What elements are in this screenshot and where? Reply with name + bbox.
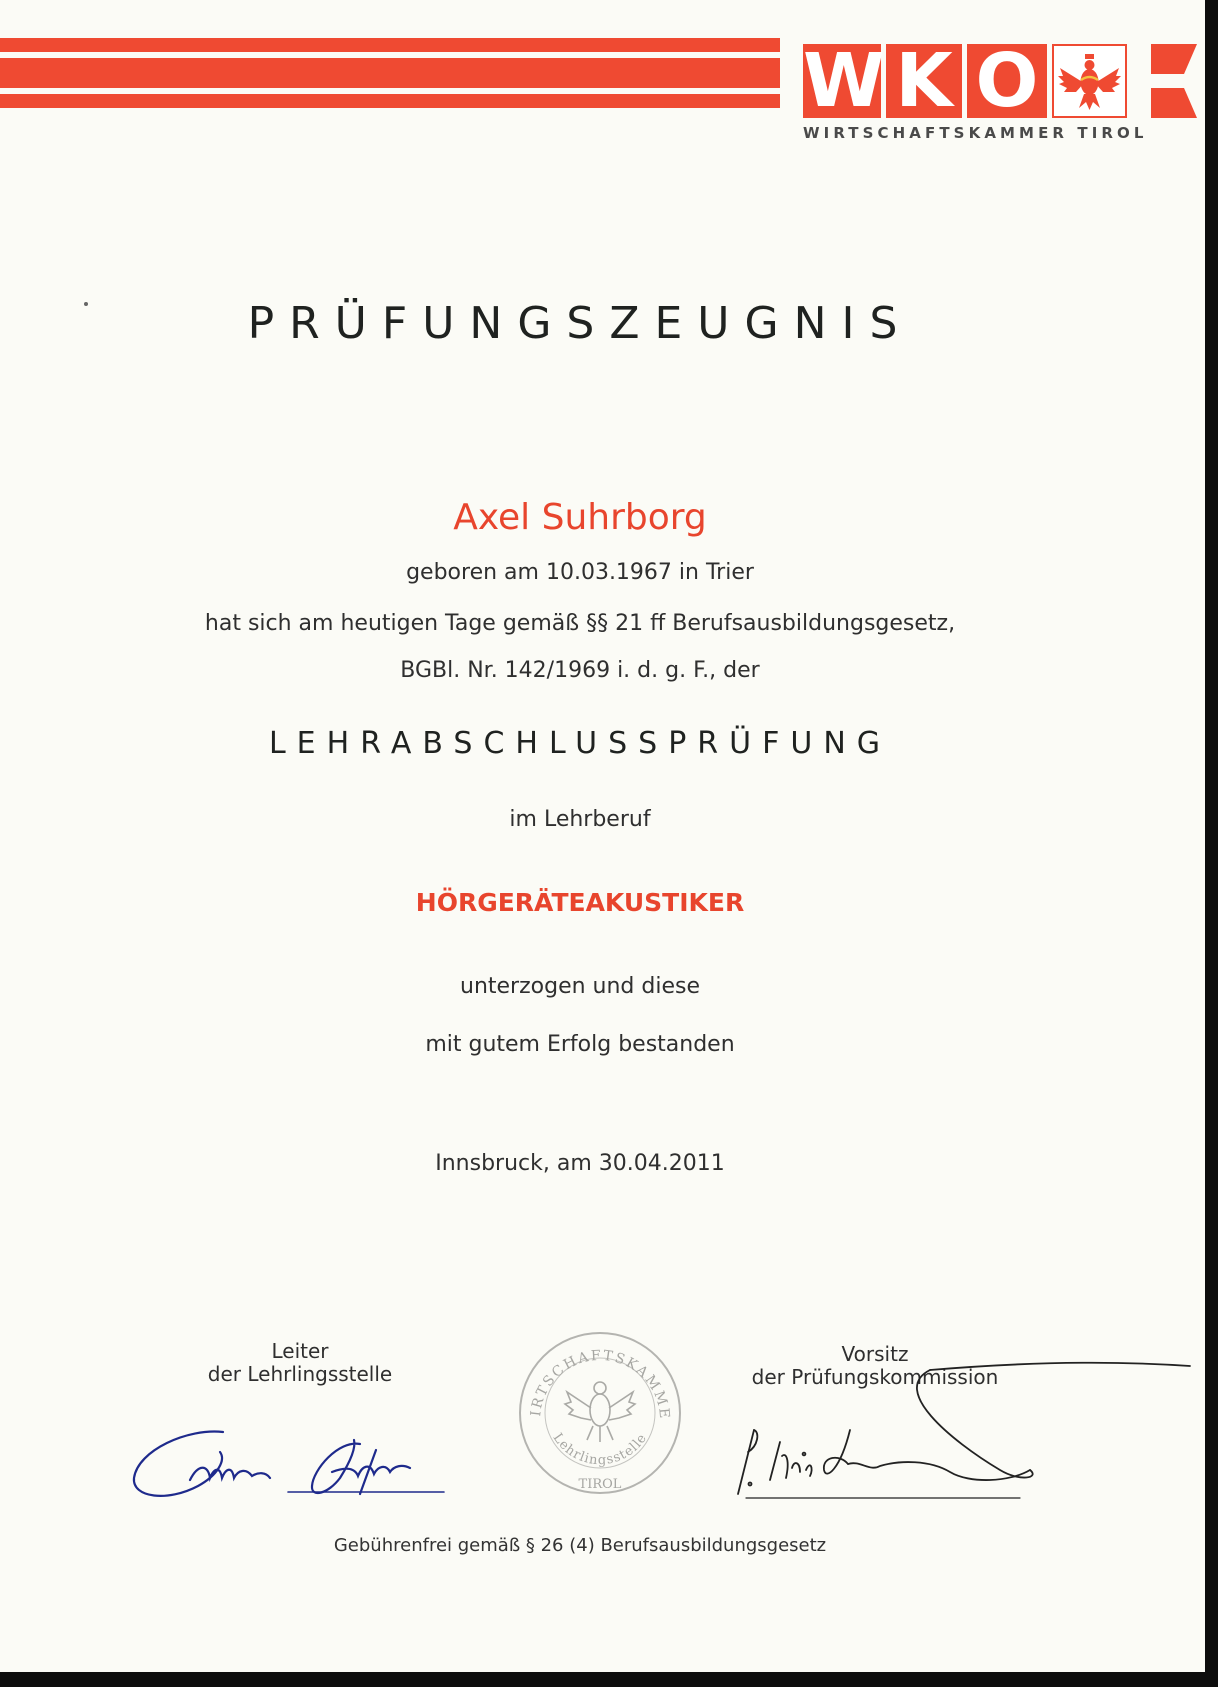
seal-inner-text: Lehrlingsstelle [549, 1430, 651, 1469]
certificate-title: PRÜFUNGSZEUGNIS [247, 298, 913, 349]
left-role-line-2: der Lehrlingsstelle [207, 1362, 393, 1386]
result-line-2: mit gutem Erfolg bestanden [425, 1032, 735, 1057]
place-date: Innsbruck, am 30.04.2011 [435, 1151, 725, 1176]
left-signatory-role [175, 1340, 425, 1386]
right-role-line-2: der Prüfungskommission [751, 1365, 999, 1389]
birth-line: geboren am 10.03.1967 in Trier [406, 560, 754, 585]
left-signature [128, 1420, 448, 1510]
seal-outer-text: WIRTSCHAFTSKAMMER [506, 1316, 673, 1421]
trade-name: HÖRGERÄTEAKUSTIKER [415, 888, 745, 917]
candidate-name: Axel Suhrborg [453, 497, 707, 538]
tyrolean-eagle-icon [1052, 44, 1127, 118]
logo-letter-w: W [803, 38, 885, 124]
trade-intro: im Lehrberuf [509, 807, 651, 832]
left-role-line-1: Leiter [271, 1339, 329, 1363]
seal-eagle-icon [565, 1382, 635, 1442]
svg-text:WIRTSCHAFTSKAMMER [507, 1316, 672, 1421]
logo-letter-k: K [886, 44, 962, 118]
logo-letter-o: O [967, 44, 1047, 118]
right-signature [730, 1360, 1190, 1500]
statute-line-1: hat sich am heutigen Tage gemäß §§ 21 ff Berufsausbildungsgesetz, [204, 611, 956, 636]
statute-line-2: BGBl. Nr. 142/1969 i. d. g. F., der [400, 658, 760, 683]
seal-bottom-text: TIROL [578, 1477, 622, 1492]
exam-title: LEHRABSCHLUSSPRÜFUNG [268, 726, 892, 761]
result-line-1: unterzogen und diese [460, 974, 700, 999]
logo-caption: WIRTSCHAFTSKAMMER TIROL [803, 124, 1148, 142]
fee-note: Gebührenfrei gemäß § 26 (4) Berufsausbildungsgesetz [333, 1535, 827, 1556]
header-band [0, 38, 780, 114]
right-role-line-1: Vorsitz [841, 1342, 909, 1366]
seal-stamp [506, 1316, 685, 1498]
